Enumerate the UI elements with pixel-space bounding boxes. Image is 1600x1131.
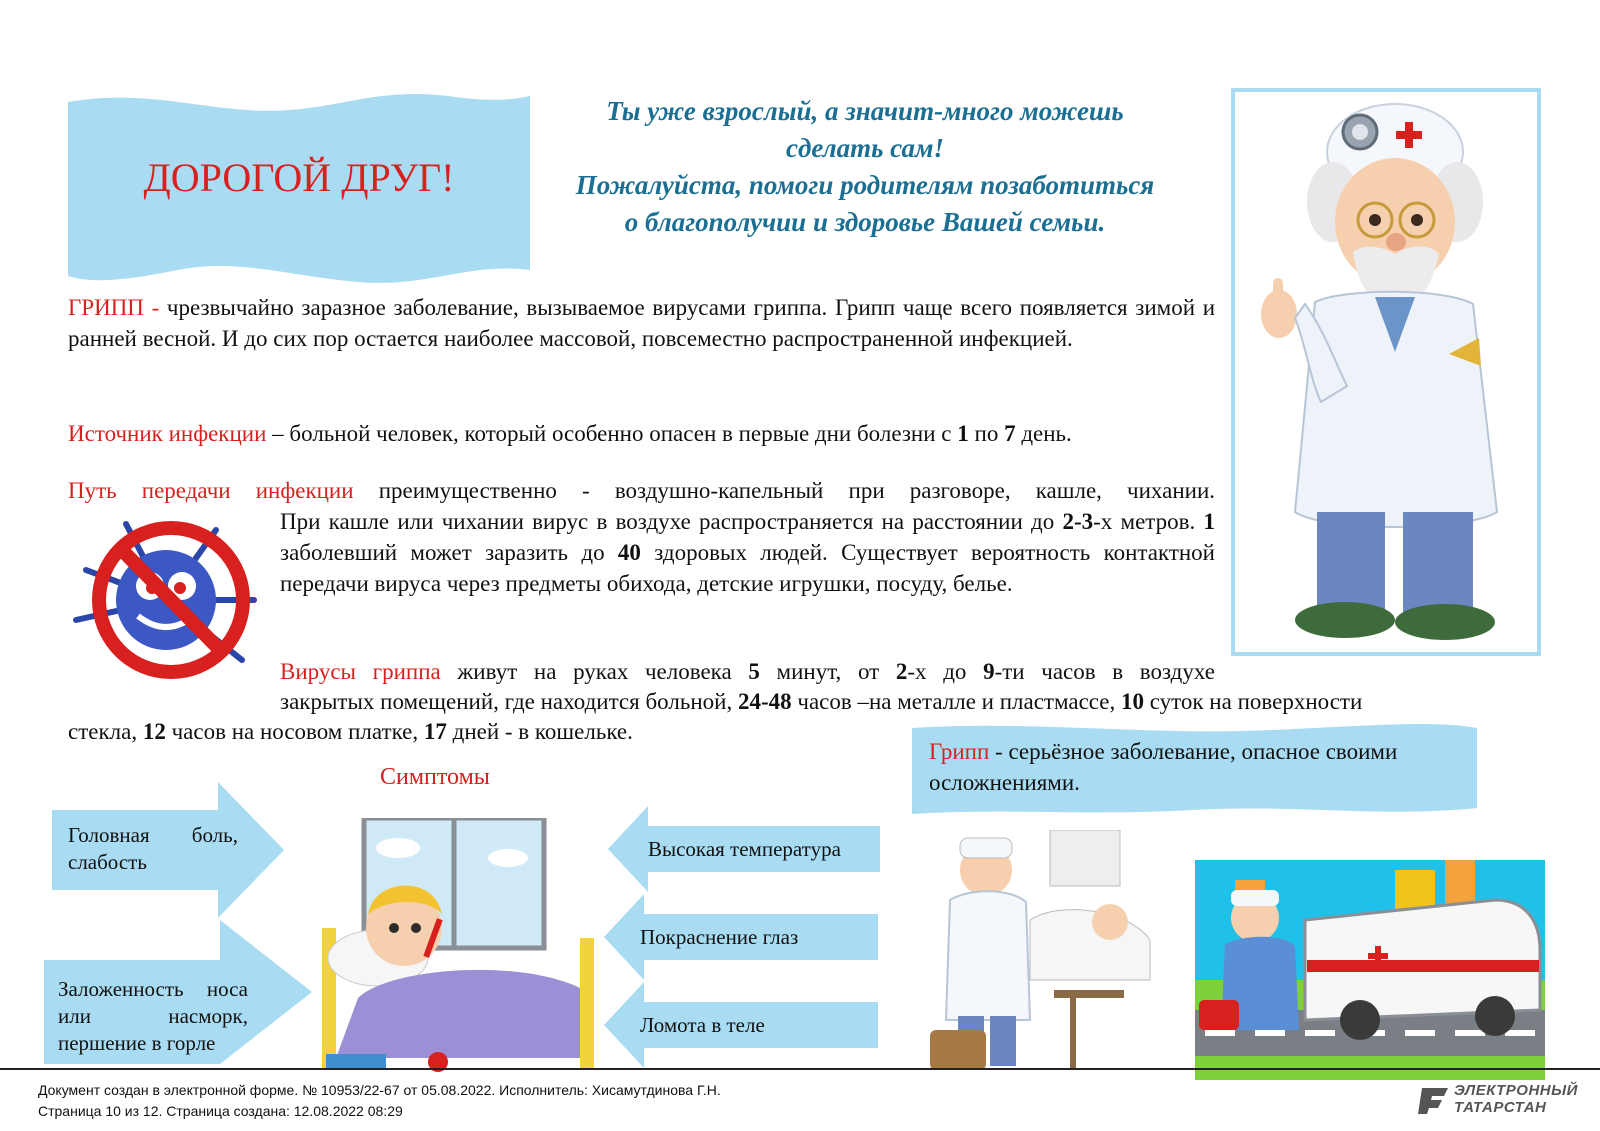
survival-hands-minutes: 5 [748,659,760,684]
virus-prohibited-icon [66,520,266,680]
survival-air-from: 2 [895,659,908,684]
symptom-arrow-headache [52,782,284,918]
symptom-label: Высокая температура [648,837,841,861]
logo-mark-icon [1418,1084,1452,1118]
transmission-healthy-count: 40 [617,540,641,565]
footer-page-info: Страница 10 из 12. Страница создана: 12.08.2022 08:29 [38,1103,403,1119]
survival-text: дней - в кошельке. [446,719,633,744]
logo-text [1454,1082,1578,1116]
source-day-to: 7 [1004,421,1016,446]
ambulance-illustration [1195,860,1545,1080]
transmission-text: При кашле или чихании вирус в воздухе распространяется на расстоянии до [280,509,1063,534]
transmission-text: преимущественно - воздушно-капельный при разговоре, кашле, чихании. [353,478,1215,503]
survival-text: минут, от [759,659,896,684]
title-banner [68,92,530,288]
survival-text: часов –на металле и пластмассе, [791,689,1121,714]
intro-line: сделать сам! [786,133,944,163]
intro-line: о благополучии и здоровье Вашей семьи. [624,207,1106,237]
sick-child-illustration [318,818,603,1073]
survival-text: часов на носовом платке, [165,719,424,744]
virus-survival-line [280,656,1215,687]
source-text: по [968,421,1005,446]
intro-line: Пожалуйста, помоги родителям позаботиться [575,170,1155,200]
doctor-illustration [1231,88,1541,656]
source-text: день. [1015,421,1072,446]
survival-glass-days: 10 [1120,689,1144,714]
logo-line: ТАТАРСТАН [1454,1099,1547,1116]
virus-survival-line [68,716,868,747]
symptom-label: Заложенность носа или насморк, першение в горле [58,977,248,1055]
logo-line: ЭЛЕКТРОННЫЙ [1454,1082,1578,1099]
survival-metal-hours: 24-48 [737,689,792,714]
survival-wallet-days: 17 [423,719,447,744]
transmission-text: -х метров. [1093,509,1204,534]
intro-message [545,93,1185,241]
warning-term: Грипп [929,739,990,764]
source-term: Источник инфекции [68,421,267,446]
virus-survival-line [280,686,1535,717]
symptom-label: Головная боль, слабость [68,823,238,874]
complications-warning [912,722,1477,818]
symptom-label: Покраснение глаз [640,925,799,949]
transmission-distance: 2-3 [1062,509,1094,534]
survival-text: суток на поверхности [1143,689,1363,714]
symptom-arrow-nasal [44,920,312,1064]
doctor-figure-image [1235,92,1537,652]
symptom-arrow-red-eyes [604,894,878,980]
warning-body: - серьёзное заболевание, опасное своими осложнениями. [929,739,1398,795]
survival-handkerchief-hours: 12 [142,719,166,744]
transmission-text: здоровых людей. Существует вероятность контактной передачи вируса через предметы обихода, детские игрушки, посуду, белье. [280,540,1215,596]
transmission-infected-count: 1 [1203,509,1216,534]
footer-document-info: Документ создан в электронной форме. № 10953/22-67 от 05.08.2022. Исполнитель: Хисамутдинова Г.Н. [38,1082,721,1098]
infection-source-paragraph [68,418,1215,449]
flu-definition-text: чрезвычайно заразное заболевание, вызываемое вирусами гриппа. Грипп чаще всего появляется зимой и ранней весной. И до сих пор остается наиболее массовой, повсеместно распространенной инфекцией. [68,295,1216,351]
virus-survival-term: Вирусы гриппа [280,659,441,684]
doctor-visit-illustration [930,830,1158,1080]
warning-text [929,736,1469,798]
flu-term: ГРИПП - [68,295,160,320]
survival-text: живут на руках человека [440,659,749,684]
intro-line: Ты уже взрослый, а значит-много можешь [606,96,1124,126]
survival-air-to: 9 [983,659,995,684]
flu-definition-paragraph [68,292,1215,354]
page-title: ДОРОГОЙ ДРУГ! [143,155,455,200]
footer-divider [0,1068,1600,1070]
transmission-paragraph [280,506,1215,599]
symptom-label: Ломота в теле [640,1013,765,1037]
symptoms-title: Симптомы [380,764,490,790]
symptom-arrow-body-ache [604,982,878,1068]
source-day-from: 1 [957,421,969,446]
survival-text: стекла, [68,719,143,744]
transmission-text: заболевший может заразить до [280,540,618,565]
survival-text: закрытых помещений, где находится больной, [280,689,738,714]
symptom-arrow-fever [608,806,880,892]
transmission-heading-line [68,475,1215,506]
survival-text: -ти часов в воздухе [994,659,1216,684]
survival-text: -х до [907,659,984,684]
transmission-term: Путь передачи инфекции [68,478,354,503]
source-text: – больной человек, который особенно опасен в первые дни болезни с [266,421,958,446]
electronic-tatarstan-logo [1418,1082,1578,1122]
